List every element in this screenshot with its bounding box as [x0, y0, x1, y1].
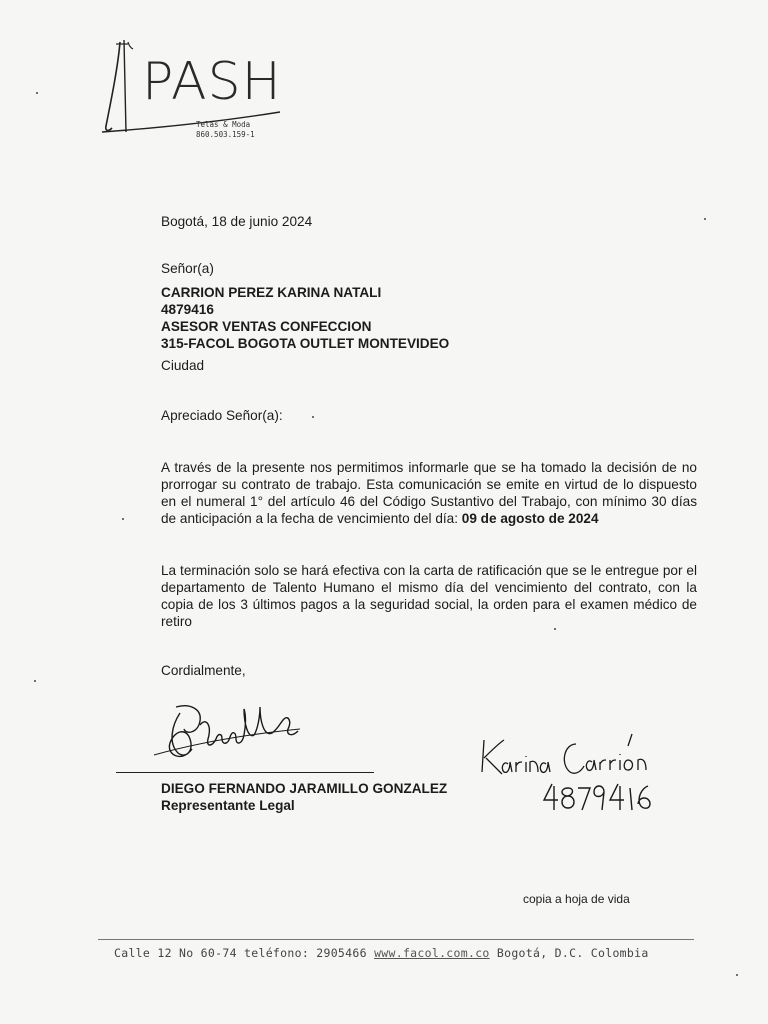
scan-speck	[554, 628, 556, 630]
closing: Cordialmente,	[161, 663, 246, 678]
scan-speck	[736, 974, 738, 976]
signature-line	[116, 772, 374, 773]
recipient-location: 315-FACOL BOGOTA OUTLET MONTEVIDEO	[161, 336, 450, 351]
recipient-position: ASESOR VENTAS CONFECCION	[161, 319, 372, 334]
paragraph-1-text: A través de la presente nos permitimos informarle que se ha tomado la decisión de no prorrogar su contrato de trabajo. Esta comunicación se emite en virtud de lo dispuesto en el numeral 1° del artículo 46 del Código Sustantivo del Trabajo, con mínimo 30 días de anticipación a la fecha de vencimiento del día:	[161, 460, 697, 526]
recipient-salutation: Señor(a)	[161, 261, 214, 276]
scan-speck	[122, 518, 124, 520]
scan-speck	[704, 218, 706, 220]
recipient-id: 4879416	[161, 302, 214, 317]
footer	[114, 946, 649, 960]
expiry-date: 09 de agosto de 2024	[461, 511, 599, 526]
logo-nit: 860.503.159-1	[196, 130, 255, 139]
logo-tagline: Telas & Moda	[196, 120, 251, 129]
footer-city: Bogotá, D.C. Colombia	[496, 946, 649, 960]
recipient-name: CARRION PEREZ KARINA NATALI	[161, 285, 382, 300]
handwritten-receipt-signature-icon	[478, 726, 668, 816]
cc-note: copia a hoja de vida	[523, 892, 630, 906]
logo-subtext	[196, 120, 255, 140]
scan-speck	[34, 680, 36, 682]
signature-scribble-icon	[150, 695, 330, 770]
footer-rule	[98, 939, 694, 940]
body-paragraph-1	[161, 459, 697, 527]
greeting: Apreciado Señor(a):	[161, 408, 283, 423]
letter-date: Bogotá, 18 de junio 2024	[161, 214, 313, 229]
signatory-title: Representante Legal	[161, 798, 295, 813]
company-logo	[98, 36, 288, 156]
body-paragraph-2: La terminación solo se hará efectiva con la carta de ratificación que se le entregue por el departamento de Talento Humano el mismo día del vencimiento del contrato, con la copia de los 3 últimos pagos a la seguridad social, la orden para el examen médico de retiro	[161, 563, 697, 629]
scan-speck	[312, 416, 314, 418]
recipient-city: Ciudad	[161, 358, 205, 373]
footer-website: www.facol.com.co	[374, 946, 490, 960]
signatory-name: DIEGO FERNANDO JARAMILLO GONZALEZ	[161, 781, 448, 796]
footer-address: Calle 12 No 60-74 teléfono: 2905466	[114, 946, 367, 960]
scan-speck	[36, 92, 38, 94]
logo-brand: PASH	[142, 52, 282, 112]
